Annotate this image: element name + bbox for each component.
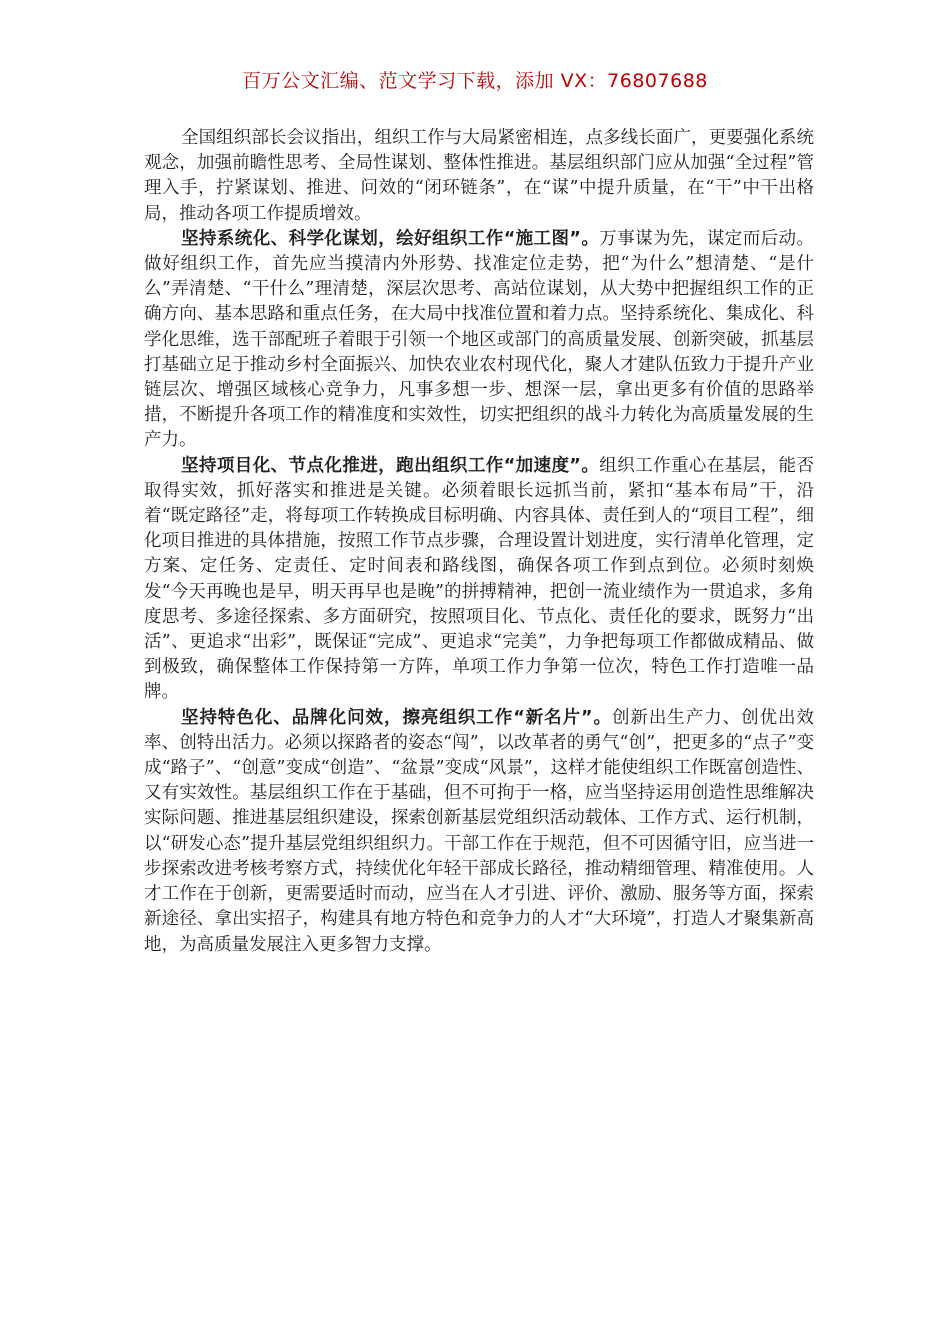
paragraph-branding <box>144 706 814 958</box>
paragraph-lead: 坚持系统化、科学化谋划，绘好组织工作“施工图”。 <box>181 228 600 249</box>
page-header-watermark: 百万公文汇编、范文学习下载，添加 VX：76807688 <box>242 70 708 92</box>
paragraph-intro <box>144 126 814 227</box>
paragraph-text: 组织工作重心在基层，能否取得实效，抓好落实和推进是关键。必须着眼长远抓当前，紧扣“基本布局”干，沿着“既定路径”走，将每项工作转换成目标明确、内容具体、责任到人的“项目工程”，细化项目推进的具体措施，按照工作节点步骤，合理设置计划进度，实行清单化管理，定方案、定任务、定责任、定时间表和路线图，确保各项工作到点到位。必须时刻焕发“今天再晚也是早，明天再早也是晚”的拼搏精神，把创一流业绩作为一贯追求，多角度思考、多途径探索、多方面研究，按照项目化、节点化、责任化的要求，既努力“出活”、更追求“出彩”，既保证“完成”、更追求“完美”，力争把每项工作都做成精品、做到极致，确保整体工作保持第一方阵，单项工作力争第一位次，特色工作打造唯一品牌。 <box>144 455 814 703</box>
paragraph-planning <box>144 227 814 454</box>
paragraph-lead: 坚持项目化、节点化推进，跑出组织工作“加速度”。 <box>181 455 600 476</box>
paragraph-lead: 坚持特色化、品牌化问效，擦亮组织工作“新名片”。 <box>181 707 612 728</box>
document-body <box>144 126 814 958</box>
paragraph-text: 创新出生产力、创优出效率、创特出活力。必须以探路者的姿态“闯”，以改革者的勇气“创”，把更多的“点子”变成“路子”、“创意”变成“创造”、“盆景”变成“风景”，这样才能使组织工作既富创造性、又有实效性。基层组织工作在于基础，但不可拘于一格，应当坚持运用创造性思维解决实际问题、推进基层组织建设，探索创新基层党组织活动载体、工作方式、运行机制，以“研发心态”提升基层党组织组织力。干部工作在于规范，但不可因循守旧，应当进一步探索改进考核考察方式，持续优化年轻干部成长路径，推动精细管理、精准使用。人才工作在于创新，更需要适时而动，应当在人才引进、评价、激励、服务等方面，探索新途径、拿出实招子，构建具有地方特色和竞争力的人才“大环境”，打造人才聚集新高地，为高质量发展注入更多智力支撑。 <box>144 707 814 955</box>
paragraph-text: 全国组织部长会议指出，组织工作与大局紧密相连，点多线长面广，更要强化系统观念，加强前瞻性思考、全局性谋划、整体性推进。基层组织部门应从加强“全过程”管理入手，拧紧谋划、推进、问效的“闭环链条”，在“谋”中提升质量，在“干”中干出格局，推动各项工作提质增效。 <box>144 128 814 224</box>
paragraph-text: 万事谋为先，谋定而后动。做好组织工作，首先应当摸清内外形势、找准定位走势，把“为什么”想清楚、“是什么”弄清楚、“干什么”理清楚，深层次思考、高站位谋划，从大势中把握组织工作的正确方向、基本思路和重点任务，在大局中找准位置和着力点。坚持系统化、集成化、科学化思维，选干部配班子着眼于引领一个地区或部门的高质量发展、创新突破，抓基层打基础立足于推动乡村全面振兴、加快农业农村现代化，聚人才建队伍致力于提升产业链层次、增强区域核心竞争力，凡事多想一步、想深一层，拿出更多有价值的思路举措，不断提升各项工作的精准度和实效性，切实把组织的战斗力转化为高质量发展的生产力。 <box>144 228 814 451</box>
paragraph-advancing <box>144 454 814 706</box>
